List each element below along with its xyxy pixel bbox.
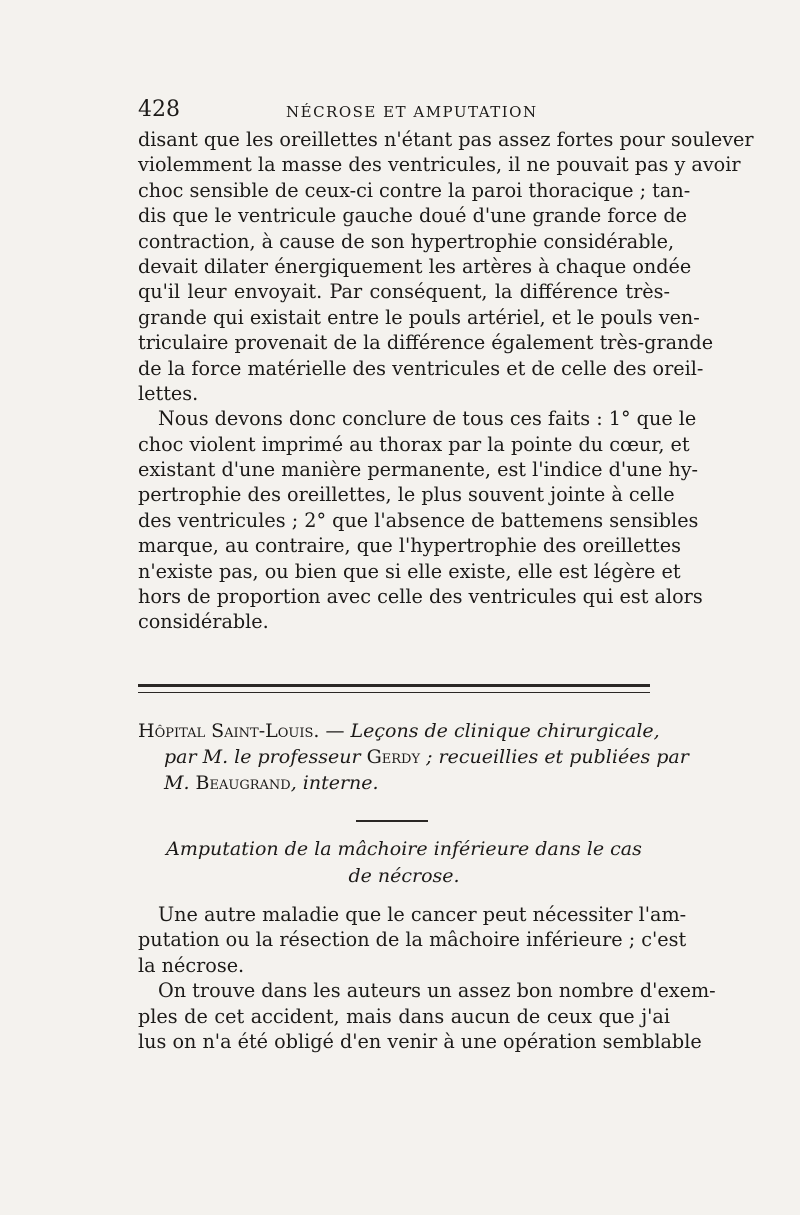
text-line: dis que le ventricule gauche doué d'une grande force de: [138, 204, 687, 228]
subheading-line-2: de nécrose.: [348, 865, 460, 887]
text-line: n'existe pas, ou bien que si elle existe, elle est légère et: [138, 559, 681, 583]
text-line: pertrophie des oreillettes, le plus souvent jointe à celle: [138, 483, 675, 507]
text-line: lettes.: [138, 381, 199, 405]
text-line: des ventricules ; 2° que l'absence de battemens sensibles: [138, 508, 699, 532]
text-line: devait dilater énergiquement les artères à chaque ondée: [138, 254, 692, 278]
lecons-title: Leçons de clinique chirurgicale,: [350, 720, 660, 742]
text-line: de la force matérielle des ventricules et de celle des oreil-: [138, 356, 704, 380]
hospital-name: Hôpital Saint-Louis.: [138, 720, 320, 742]
page-header: [138, 97, 658, 127]
text-line: contraction, à cause de son hypertrophie considérable,: [138, 229, 675, 253]
text-line: lus on n'a été obligé d'en venir à une opération semblable: [138, 1029, 702, 1053]
text-line: la nécrose.: [138, 953, 245, 977]
running-head: NÉCROSE ET AMPUTATION: [286, 103, 538, 121]
text-line: Nous devons donc conclure de tous ces faits : 1° que le: [158, 407, 697, 431]
text-line: qu'il leur envoyait. Par conséquent, la différence très-: [138, 280, 670, 304]
text-line: choc sensible de ceux-ci contre la paroi thoracique ; tan-: [138, 178, 691, 202]
professor-name: Gerdy: [366, 746, 421, 768]
section-heading: [138, 718, 689, 796]
text-line: disant que les oreillettes n'étant pas assez fortes pour soulever: [138, 128, 754, 151]
text-line: putation ou la résection de la mâchoire inférieure ; c'est: [138, 928, 687, 952]
text-line: violemment la masse des ventricules, il ne pouvait pas y avoir: [138, 153, 741, 177]
subheading-line-1: Amputation de la mâchoire inférieure dans le cas: [166, 838, 642, 860]
text-line: ples de cet accident, mais dans aucun de ceux que j'ai: [138, 1004, 670, 1028]
text-line: marque, au contraire, que l'hypertrophie des oreillettes: [138, 534, 681, 558]
section-divider-double-rule: [138, 684, 650, 693]
par-professeur: par M. le professeur: [164, 746, 367, 768]
interne-text: , interne.: [290, 772, 379, 794]
text-line: hors de proportion avec celle des ventricules qui est alors: [138, 585, 703, 609]
paragraph-3: [138, 902, 716, 1054]
intern-name: Beaugrand: [195, 772, 291, 794]
text-line: choc violent imprimé au thorax par la pointe du cœur, et: [138, 432, 690, 456]
heading-dash: —: [319, 720, 351, 742]
subheading: [138, 836, 670, 890]
text-line: considérable.: [138, 610, 269, 634]
text-line: triculaire provenait de la différence également très-grande: [138, 331, 714, 355]
recueillies-text: ; recueillies et publiées par: [420, 746, 689, 768]
paragraph-1: [138, 127, 754, 635]
text-line: existant d'une manière permanente, est l'indice d'une hy-: [138, 458, 699, 482]
m-prefix: M.: [164, 772, 196, 794]
text-line: Une autre maladie que le cancer peut nécessiter l'am-: [158, 903, 687, 926]
short-divider-rule: [356, 820, 428, 822]
text-line: On trouve dans les auteurs un assez bon nombre d'exem-: [158, 979, 716, 1003]
page-number: 428: [138, 97, 180, 122]
text-line: grande qui existait entre le pouls artériel, et le pouls ven-: [138, 305, 700, 329]
